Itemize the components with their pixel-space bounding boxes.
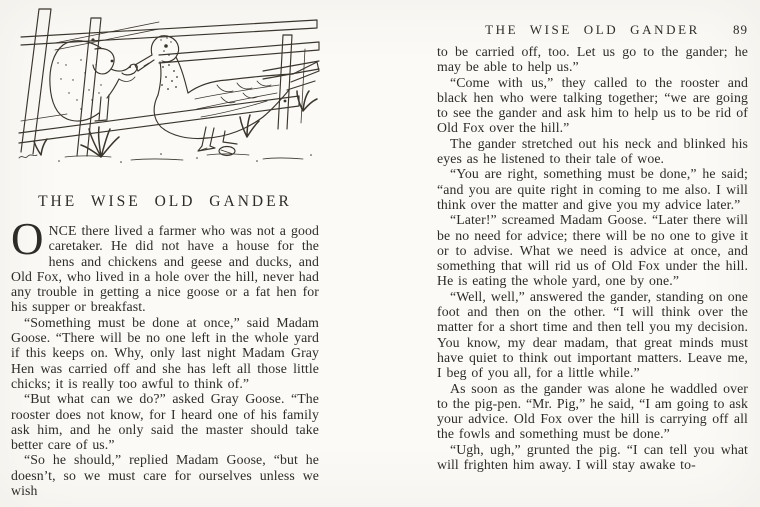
paragraph: “Something must be done at once,” said Madam Goose. “There will be no one left in the whole yard if this keeps on. Why, only last night Madam Gray Hen was carried off and she has left all those little chicks; it is really too awful to think of.” bbox=[11, 314, 319, 391]
paragraph: “Well, well,” answered the gander, standing on one foot and then on the other. “I will think over the matter for a short time and then tell you my decision. You know, my dear madam, that great minds must have quiet to think out important matters. Leave me, I beg of you all, for a little while.” bbox=[437, 288, 748, 381]
illustration-pig-and-gander bbox=[11, 4, 321, 166]
running-head-row bbox=[437, 21, 748, 37]
paragraph: “You are right, something must be done,” he said; “and you are quite right in coming to me also. I will think over the matter and give you my advice later.” bbox=[437, 166, 748, 212]
paragraph: The gander stretched out his neck and blinked his eyes as he listened to their tale of woe. bbox=[437, 135, 748, 167]
fence-drawing bbox=[19, 9, 319, 156]
page-number: 89 bbox=[733, 22, 748, 37]
artist-signature-squiggle bbox=[19, 155, 37, 158]
paragraph: “So he should,” replied Madam Goose, “but he doesn’t, so we must care for ourselves unless we wish bbox=[11, 452, 319, 499]
right-page bbox=[437, 0, 748, 472]
running-head: THE WISE OLD GANDER bbox=[485, 22, 700, 37]
story-text-left-column bbox=[11, 214, 319, 499]
left-page bbox=[11, 0, 319, 498]
paragraph-text: NCE there lived a farmer who was not a good caretaker. He did not have a house for the hens and chickens and geese and ducks, and Old Fox, who lived in a hole over the hill, never had any trouble in getting a nice goose or a fat hen for his supper or breakfast. bbox=[11, 223, 319, 315]
grass-tufts bbox=[34, 91, 317, 157]
story-text-right-column bbox=[437, 44, 748, 472]
paragraph: As soon as the gander was alone he waddled over to the pig-pen. “Mr. Pig,” he said, “I am going to ask your advice. Old Fox over the hill is carrying off all the fowls and something must be done.” bbox=[437, 380, 748, 442]
gander-neck-speckles bbox=[160, 37, 178, 90]
ground-strokes bbox=[19, 153, 312, 163]
paragraph: “Ugh, ugh,” grunted the pig. “I can tell you what will frighten him away. I will stay awake to- bbox=[437, 441, 748, 473]
paragraph-continued: to be carried off, too. Let us go to the gander; he may be able to help us.” bbox=[437, 44, 748, 75]
story-title: THE WISE OLD GANDER bbox=[38, 193, 292, 210]
paragraph: “Come with us,” they called to the rooster and black hen who were talking together; “we are going to see the gander and ask him to help us to be rid of Old Fox over the hill.” bbox=[437, 74, 748, 136]
pig-stipple bbox=[57, 59, 101, 109]
paragraph: “Later!” screamed Madam Goose. “Later there will be no need for advice; there will be no one to give it or to advise. What we need is advice at once, and something that will rid us of Old Fox under the hill. He is eating the whole yard, one by one.” bbox=[437, 212, 748, 289]
paragraph: “But what can we do?” asked Gray Goose. “The rooster does not know, for I heard one of his family ask him, and he only said the master should take better care of us.” bbox=[11, 391, 319, 453]
pig-drawing bbox=[50, 41, 137, 121]
drop-cap-letter: O bbox=[11, 214, 44, 264]
paragraph-opening bbox=[11, 214, 319, 315]
